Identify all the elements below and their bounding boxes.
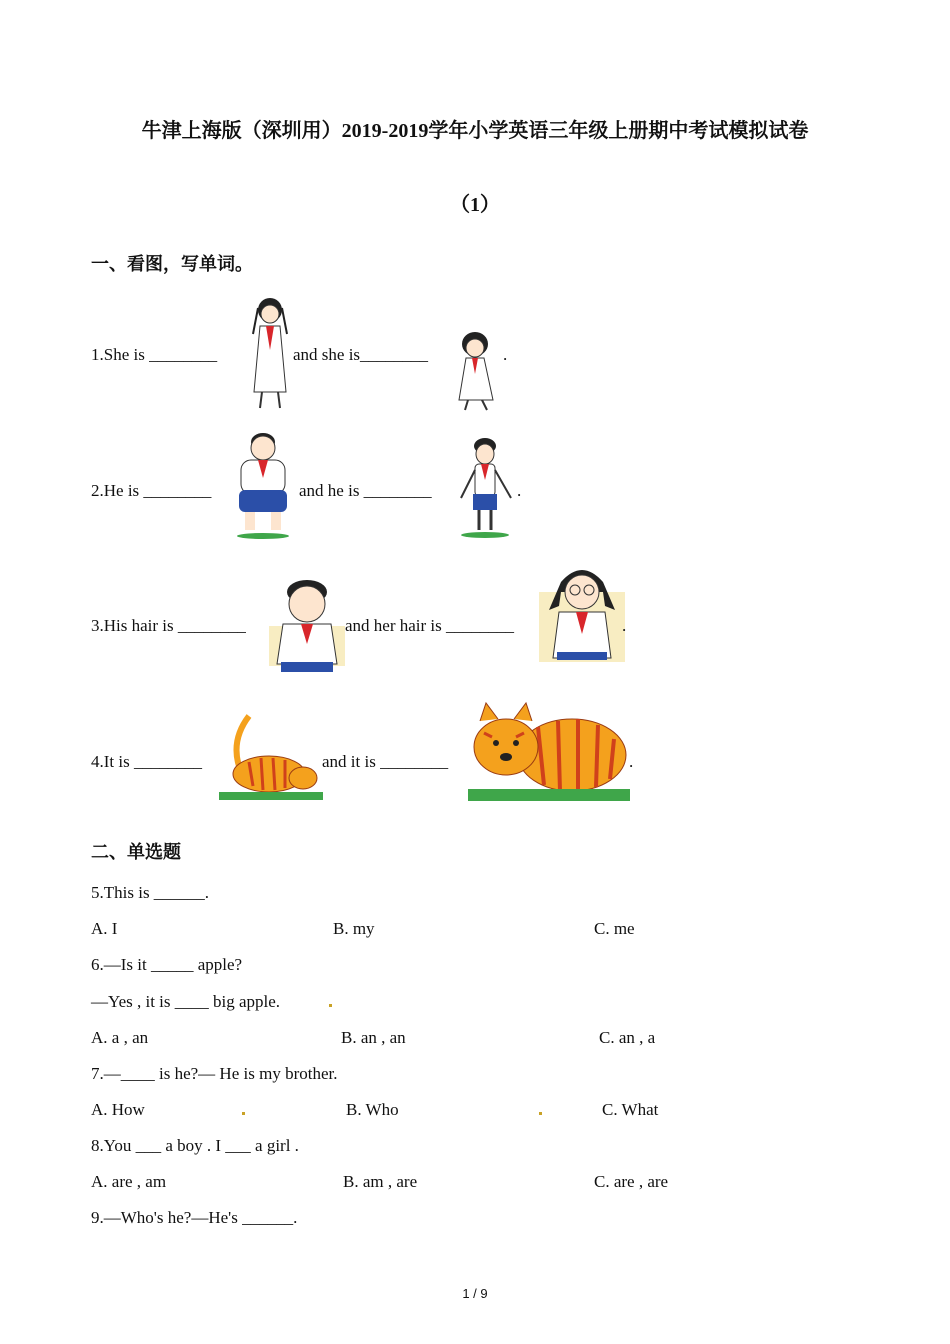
q1-part-b: and she is________ — [293, 345, 429, 364]
small-tiger-image — [219, 712, 323, 800]
tall-girl-image — [246, 294, 294, 412]
q7-option-c: C. What — [602, 1100, 659, 1119]
short-hair-boy-image — [267, 576, 347, 676]
q3-part-b: and her hair is ________ — [345, 616, 515, 635]
q1-end: . — [503, 345, 508, 364]
q3-part-a: 3.His hair is ________ — [91, 616, 246, 635]
thin-boy-image — [453, 436, 517, 540]
q5-stem: 5.This is ______. — [91, 883, 210, 902]
q2-part-a: 2.He is ________ — [91, 481, 212, 500]
q8-option-b: B. am , are — [343, 1172, 418, 1191]
q8-stem: 8.You ___ a boy . I ___ a girl . — [91, 1136, 299, 1155]
q2-end: . — [517, 481, 522, 500]
q3-end: . — [622, 616, 627, 635]
section-heading-1: 一、看图，写单词。 — [91, 254, 253, 275]
doc-title-number: （1） — [450, 194, 500, 216]
q8-option-c: C. are , are — [594, 1172, 669, 1191]
big-tiger-image — [468, 697, 630, 801]
q8-option-a: A. are , am — [91, 1172, 167, 1191]
short-girl-image — [453, 330, 499, 412]
q9-stem: 9.—Who's he?—He's ______. — [91, 1208, 298, 1227]
q6-stem-1: 6.—Is it _____ apple? — [91, 955, 243, 974]
doc-title: 牛津上海版（深圳用）2019-2019学年小学英语三年级上册期中考试模拟试卷 — [141, 120, 809, 142]
decor-dot — [539, 1112, 542, 1115]
q6-option-a: A. a , an — [91, 1028, 149, 1047]
q5-option-a: A. I — [91, 919, 118, 938]
decor-dot — [242, 1112, 245, 1115]
q5-option-b: B. my — [333, 919, 375, 938]
q4-part-a: 4.It is ________ — [91, 752, 202, 771]
q6-option-b: B. an , an — [341, 1028, 406, 1047]
fat-boy-image — [233, 428, 293, 542]
q2-part-b: and he is ________ — [299, 481, 432, 500]
section-heading-2: 二、单选题 — [91, 842, 181, 863]
q4-part-b: and it is ________ — [322, 752, 449, 771]
q7-option-a: A. How — [91, 1100, 145, 1119]
q6-option-c: C. an , a — [599, 1028, 656, 1047]
decor-dot — [329, 1004, 332, 1007]
q6-stem-2: —Yes , it is ____ big apple. — [91, 992, 281, 1011]
q4-end: . — [629, 752, 634, 771]
q1-part-a: 1.She is ________ — [91, 345, 218, 364]
long-hair-girl-image — [539, 562, 625, 670]
q5-option-c: C. me — [594, 919, 635, 938]
q7-option-b: B. Who — [346, 1100, 399, 1119]
page-number: 1 / 9 — [462, 1286, 488, 1301]
q7-stem: 7.—____ is he?— He is my brother. — [91, 1064, 338, 1083]
